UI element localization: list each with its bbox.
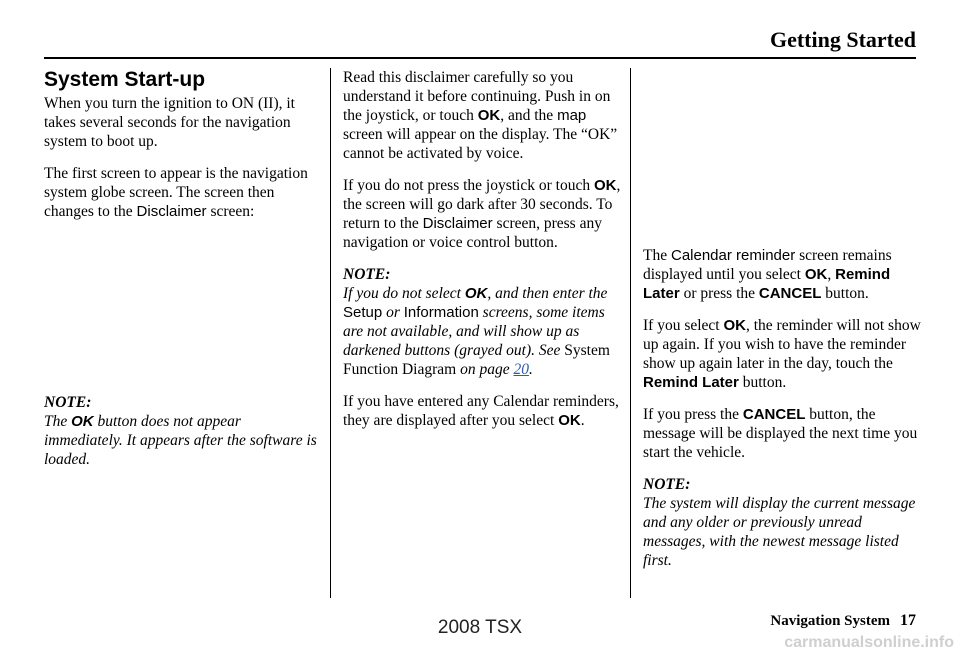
column-2 — [343, 68, 621, 443]
ok-button-term: OK — [558, 412, 581, 429]
map-screen-term: map — [557, 107, 587, 124]
paragraph: Read this disclaimer carefully so you understand it before continuing. Push in on the joystick, or touch OK, and the map screen will appear on the display. The “OK” cannot be activated by voice. — [343, 69, 618, 162]
page-header-title: Getting Started — [769, 27, 916, 52]
information-screen-term: Information — [403, 304, 479, 321]
ok-button-term: OK — [71, 413, 94, 430]
note: NOTE: The OK button does not appear immediately. It appears after the software is loaded. — [44, 393, 322, 469]
page-number: 17 — [900, 612, 916, 629]
footer-section-name: Navigation System — [770, 613, 890, 629]
note-label: NOTE: — [343, 266, 391, 283]
ok-button-term: OK — [593, 177, 617, 194]
disclaimer-screen-term: Disclaimer — [136, 203, 207, 220]
column-divider — [330, 68, 331, 598]
cancel-button-term: CANCEL — [742, 406, 806, 423]
setup-screen-term: Setup — [343, 304, 383, 321]
paragraph: When you turn the ignition to ON (II), it takes several seconds for the navigation system to boot up. — [44, 95, 295, 150]
watermark: carmanualsonline.info — [784, 634, 954, 651]
page-link[interactable]: 20 — [513, 361, 529, 378]
remind-later-term: Remind Later — [643, 374, 739, 391]
cross-reference: System Function Diagram — [343, 342, 610, 378]
column-divider — [630, 68, 631, 598]
ok-button-term: OK — [464, 285, 488, 302]
column-1 — [44, 68, 322, 482]
section-title: System Start-up — [44, 68, 206, 91]
calendar-reminder-term: Calendar reminder — [670, 247, 796, 264]
ok-button-term: OK — [804, 266, 828, 283]
note-label: NOTE: — [643, 476, 691, 493]
paragraph: If you have entered any Calendar reminders, they are displayed after you select OK. — [343, 393, 619, 429]
cancel-button-term: CANCEL — [758, 285, 822, 302]
ok-button-term: OK — [723, 317, 746, 334]
disclaimer-screen-term: Disclaimer — [422, 215, 493, 232]
footer-model: 2008 TSX — [437, 617, 523, 638]
paragraph: The Calendar reminder screen remains displayed until you select OK, Remind Later or press the CANCEL button. — [643, 247, 892, 302]
paragraph: If you do not press the joystick or touch OK, the screen will go dark after 30 seconds. To return to the Disclaimer screen, press any navigation or voice control button. — [343, 177, 621, 251]
remind-later-term: Remind Later — [643, 266, 891, 302]
column-3 — [643, 246, 923, 583]
note: NOTE: If you do not select OK, and then enter the Setup or Information screens, some items are not available, and will show up as darkened buttons (grayed out). See System Function Diagram on page 20. — [343, 265, 621, 379]
paragraph: If you press the CANCEL button, the message will be displayed the next time you start the vehicle. — [643, 406, 918, 461]
note-label: NOTE: — [44, 394, 92, 411]
paragraph: If you select OK, the reminder will not show up again. If you wish to have the reminder show up again later in the day, touch the Remind Later button. — [643, 317, 921, 391]
note: NOTE: The system will display the current message and any older or previously unread messages, with the newest message listed first. — [643, 475, 923, 570]
paragraph: The first screen to appear is the navigation system globe screen. The screen then changes to the Disclaimer screen: — [44, 165, 308, 220]
header-rule — [44, 57, 916, 59]
ok-button-term: OK — [477, 107, 501, 124]
image-placeholder-space — [44, 234, 322, 393]
